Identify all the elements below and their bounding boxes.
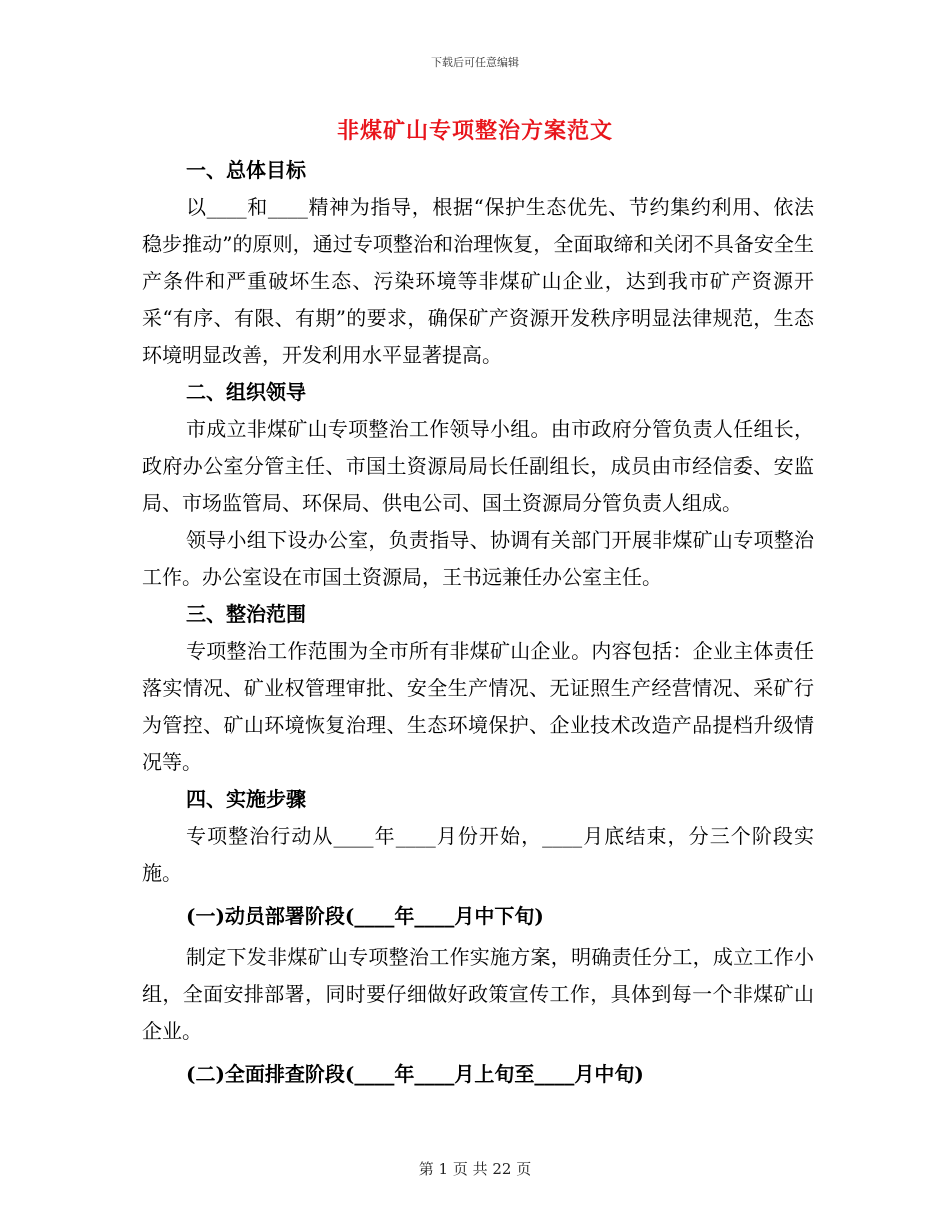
section-heading-1: 一、总体目标 (186, 158, 306, 182)
section-4-paragraph: 专项整治行动从____年____月份开始，____月底结束，分三个阶段实施。 (142, 824, 814, 885)
document-title: 非煤矿山专项整治方案范文 (336, 118, 613, 144)
section-1-paragraph: 以____和____精神为指导，根据“保护生态优先、节约集约利用、依法稳步推动”的原则，通过专项整治和治理恢复，全面取缔和关闭不具备安全生产条件和严重破坏生态、污染环境等非煤矿山企业，达到我市矿产资源开采“有序、有限、有期”的要求，确保矿产资源开发秩序明显法律规范，生态环境明显改善，开发利用水平显著提高。 (142, 195, 814, 367)
section-3-paragraph: 专项整治工作范围为全市所有非煤矿山企业。内容包括：企业主体责任落实情况、矿业权管理审批、安全生产情况、无证照生产经营情况、采矿行为管控、矿山环境恢复治理、生态环境保护、企业技术改造产品提档升级情况等。 (142, 639, 814, 774)
page-footer: 第 1 页 共 22 页 (418, 1160, 532, 1178)
document-body (142, 152, 814, 1097)
section-heading-3: 三、整治范围 (186, 602, 306, 626)
section-2-paragraph-1: 市成立非煤矿山专项整治工作领导小组。由市政府分管负责人任组长，政府办公室分管主任、市国土资源局局长任副组长，成员由市经信委、安监局、市场监管局、环保局、供电公司、国土资源局分管负责人组成。 (142, 417, 814, 515)
subsection-heading-2: (二)全面排查阶段(____年____月上旬至____月中旬) (186, 1062, 644, 1086)
section-2-paragraph-2: 领导小组下设办公室，负责指导、协调有关部门开展非煤矿山专项整治工作。办公室设在市国土资源局，王书远兼任办公室主任。 (142, 528, 814, 589)
section-heading-4: 四、实施步骤 (186, 787, 306, 811)
subsection-1-paragraph: 制定下发非煤矿山专项整治工作实施方案，明确责任分工，成立工作小组，全面安排部署，同时要仔细做好政策宣传工作，具体到每一个非煤矿山企业。 (142, 945, 814, 1043)
header-note: 下载后可任意编辑 (431, 56, 519, 69)
subsection-heading-1: (一)动员部署阶段(____年____月中下旬) (186, 904, 544, 928)
section-heading-2: 二、组织领导 (186, 380, 306, 404)
